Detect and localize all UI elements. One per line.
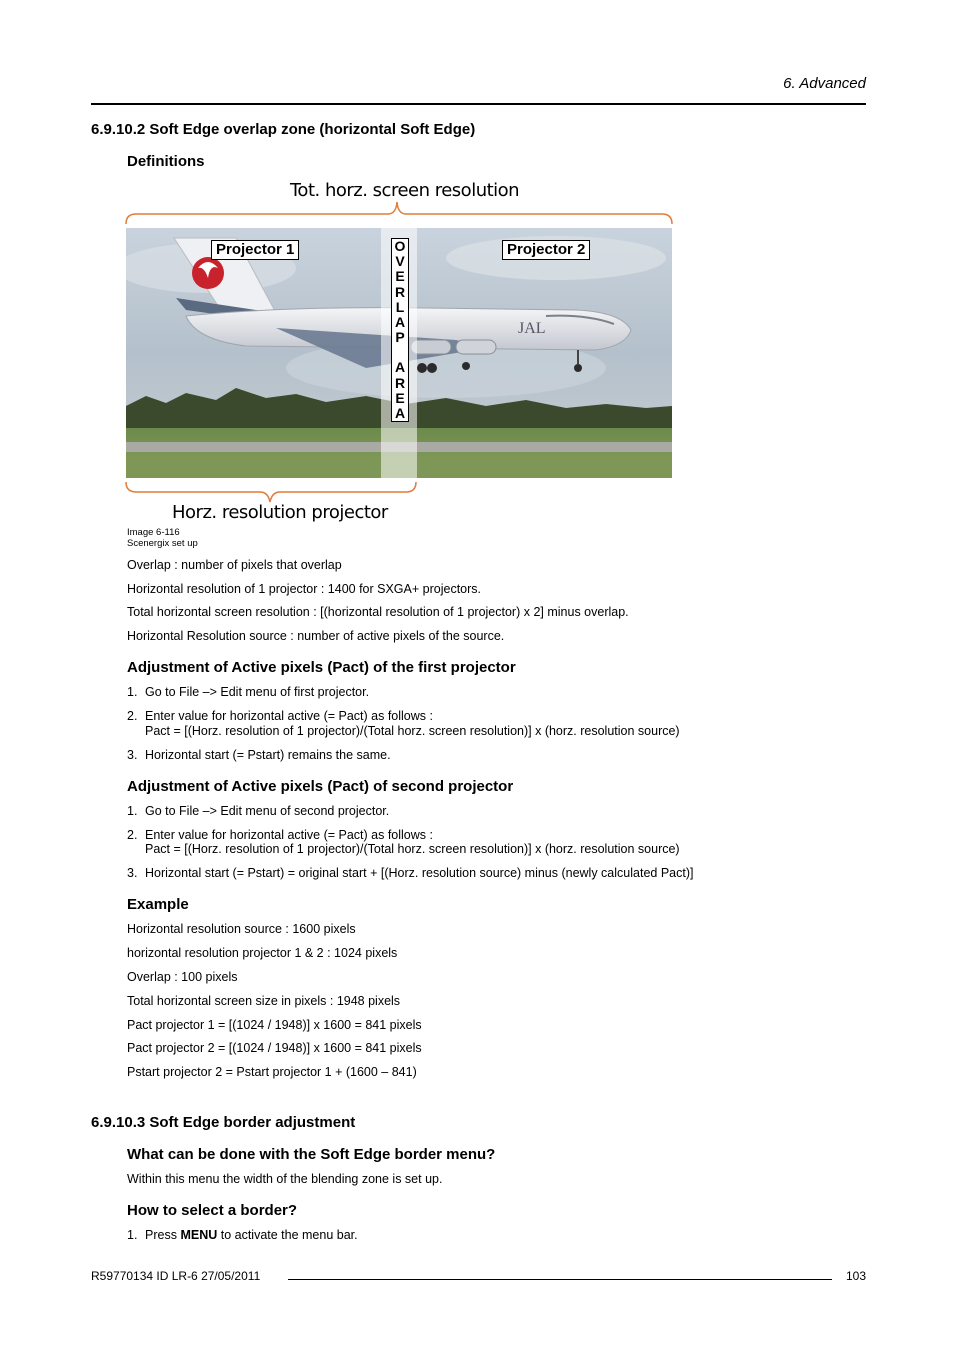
projector-1-label: Projector 1 bbox=[211, 240, 299, 260]
figure-caption-number: Image 6-116 bbox=[127, 527, 180, 538]
first-projector-heading: Adjustment of Active pixels (Pact) of the first projector bbox=[127, 659, 516, 676]
header-rule bbox=[91, 103, 866, 105]
how-heading: How to select a border? bbox=[127, 1202, 298, 1219]
example-line: Pact projector 2 = [(1024 / 1948)] x 1600 = 841 pixels bbox=[127, 1041, 422, 1055]
overlap-letter: V bbox=[395, 253, 405, 270]
list-number: 1. bbox=[127, 685, 138, 699]
menu-key: MENU bbox=[180, 1228, 218, 1242]
example-line: Pstart projector 2 = Pstart projector 1 + (1600 – 841) bbox=[127, 1065, 417, 1079]
list-item bbox=[127, 709, 433, 723]
list-text: Go to File –> Edit menu of first projector. bbox=[145, 685, 370, 699]
example-line: Total horizontal screen size in pixels : 1948 pixels bbox=[127, 994, 401, 1008]
definition-overlap: Overlap : number of pixels that overlap bbox=[127, 558, 342, 572]
list-number: 2. bbox=[127, 828, 138, 842]
overlap-letter: E bbox=[395, 268, 405, 285]
section-title-overlap-zone: 6.9.10.2 Soft Edge overlap zone (horizontal Soft Edge) bbox=[91, 121, 476, 138]
example-line: Horizontal resolution source : 1600 pixels bbox=[127, 922, 356, 936]
overlap-letter: A bbox=[394, 314, 406, 331]
overlap-area-label bbox=[391, 238, 409, 422]
list-item bbox=[127, 1228, 358, 1242]
overlap-letter: O bbox=[394, 238, 406, 254]
list-text: Horizontal start (= Pstart) remains the same. bbox=[145, 748, 391, 762]
bottom-brace bbox=[120, 478, 426, 504]
overlap-letter: P bbox=[395, 329, 405, 346]
list-number: 3. bbox=[127, 748, 138, 762]
list-text-pre: Press bbox=[145, 1228, 181, 1242]
example-line: Pact projector 1 = [(1024 / 1948)] x 1600 = 841 pixels bbox=[127, 1018, 422, 1032]
list-text-post: to activate the menu bar. bbox=[217, 1228, 358, 1242]
overlap-letter: R bbox=[394, 283, 406, 300]
top-brace-label: Tot. horz. screen resolution bbox=[290, 180, 520, 201]
list-text: Horizontal start (= Pstart) = original start + [(Horz. resolution source) minus (newly calculated Pact)] bbox=[145, 866, 694, 880]
definition-total-resolution: Total horizontal screen resolution : [(horizontal resolution of 1 projector) x 2] minus overlap. bbox=[127, 605, 629, 619]
list-number: 3. bbox=[127, 866, 138, 880]
overlap-letter: A bbox=[394, 359, 406, 376]
list-item bbox=[127, 804, 389, 818]
list-text: Enter value for horizontal active (= Pact) as follows : bbox=[145, 828, 433, 842]
chapter-header: 6. Advanced bbox=[783, 75, 866, 92]
list-number: 2. bbox=[127, 709, 138, 723]
definition-projector-resolution: Horizontal resolution of 1 projector : 1400 for SXGA+ projectors. bbox=[127, 582, 481, 596]
overlap-letter: A bbox=[394, 405, 406, 422]
footer-doc-ref: R59770134 ID LR-6 27/05/2011 bbox=[91, 1269, 261, 1283]
list-item-continuation: Pact = [(Horz. resolution of 1 projector)/(Total horz. screen resolution)] x (horz. resolution source) bbox=[145, 724, 680, 738]
projector-2-label: Projector 2 bbox=[502, 240, 590, 260]
section-title-border-adjustment: 6.9.10.3 Soft Edge border adjustment bbox=[91, 1114, 356, 1131]
definitions-heading: Definitions bbox=[127, 153, 205, 170]
list-item bbox=[127, 748, 391, 762]
example-line: horizontal resolution projector 1 & 2 : 1024 pixels bbox=[127, 946, 398, 960]
footer-rule bbox=[288, 1279, 832, 1280]
list-number: 1. bbox=[127, 1228, 138, 1242]
definition-source-resolution: Horizontal Resolution source : number of active pixels of the source. bbox=[127, 629, 505, 643]
list-item-continuation: Pact = [(Horz. resolution of 1 projector)/(Total horz. screen resolution)] x (horz. resolution source) bbox=[145, 842, 680, 856]
what-text: Within this menu the width of the blending zone is set up. bbox=[127, 1172, 443, 1186]
list-text: Enter value for horizontal active (= Pact) as follows : bbox=[145, 709, 433, 723]
list-number: 1. bbox=[127, 804, 138, 818]
airplane-image bbox=[126, 228, 672, 478]
figure-caption-text: Scenergix set up bbox=[127, 538, 198, 549]
overlap-letter: R bbox=[394, 374, 406, 391]
page-number: 103 bbox=[845, 1269, 866, 1283]
example-line: Overlap : 100 pixels bbox=[127, 970, 238, 984]
what-heading: What can be done with the Soft Edge border menu? bbox=[127, 1146, 496, 1163]
list-item bbox=[127, 866, 693, 880]
list-text: Go to File –> Edit menu of second projector. bbox=[145, 804, 390, 818]
bottom-brace-label: Horz. resolution projector bbox=[172, 502, 388, 523]
list-item bbox=[127, 828, 433, 842]
overlap-letter bbox=[392, 345, 408, 360]
example-heading: Example bbox=[127, 896, 189, 913]
top-brace bbox=[120, 200, 680, 228]
overlap-letter: L bbox=[395, 298, 405, 315]
list-item bbox=[127, 685, 369, 699]
second-projector-heading: Adjustment of Active pixels (Pact) of second projector bbox=[127, 778, 514, 795]
overlap-letter: E bbox=[395, 389, 405, 406]
svg-text:JAL: JAL bbox=[518, 320, 546, 337]
